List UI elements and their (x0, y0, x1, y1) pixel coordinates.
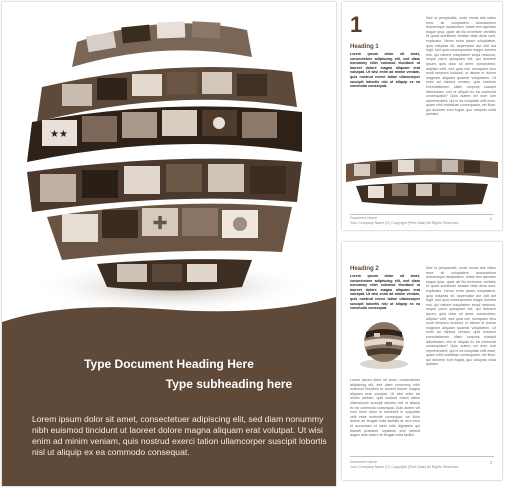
page2-footer-rule (350, 456, 494, 457)
page1-footer-copyright: Your Company Name (C) Copyright (Print Date) All Rights Reserved (350, 221, 459, 225)
cover-body-text: Lorem ipsum dolor sit amet, consectetuer adipiscing elit, sed diam nonummy nibh euismod tincidunt ut laoreet dolore magna aliquam erat volutpat. Ut wisi enim ad minim veniam, quis nostrud exerci tation ullamcorper suscipit lobortis nisl ut aliquip ex ea commodo consequat. (32, 414, 327, 457)
page1-page-number: 2 (490, 216, 493, 221)
page1-column-2: Sed ut perspiciatis, unde omnis iste natus error sit voluptatem accusantium doloremque laudantium, totam rem aperiam eaque ipsa, quae ab illo inventore veritatis et quasi architecto beatae vitae dicta sunt, explicabo. Nemo enim ipsam voluptatem, quia voluptas sit, aspernatur aut odit aut fugit, sed quia consequuntur magni dolores eos, qui ratione voluptatem sequi nesciunt, neque porro quisquam est, qui dolorem ipsum, quia dolor sit amet, consectetur, adipisci velit, sed quia non numquam eius modi tempora incidunt, ut labore et dolore magnam aliquam quaerat voluptatem. Ut enim ad minima veniam, quis nostrum exercitationem ullam corporis suscipit laboriosam, nisi ut aliquid ex ea commodi consequatur? Quis autem vel eum iure reprehenderit, qui in ea voluptate velit esse, quam nihil molestiae consequatur, vel illum, qui dolorem eum fugiat, quo voluptas nulla pariatur. (426, 16, 496, 117)
page1-heading: Heading 1 (350, 44, 379, 50)
page1-globe-strip (346, 154, 498, 208)
page1-footer-doc-name: Document Name (350, 216, 377, 220)
page2-left-body: Lorem ipsum dolor sit amet, consectetuer adipiscing elit, sed diam nonummy nibh euismod tincidunt ut laoreet dolore magna aliquam erat volutpat. Ut wisi enim ad minim veniam, quis nostrud exerci tation ullamcorper suscipit lobortis nisl ut aliquip ex ea commodo consequat. Duis autem vel eum iriure dolor in hendrerit in vulputate velit esse molestie consequat, vel illum dolore eu feugiat nulla facilisis at vero eros et accumsan et iusto odio dignissim qui blandit praesent luptatum zzril delenit augue duis dolore te feugait nulla facilisi. (350, 378, 420, 438)
page2-lead-text: Lorem ipsum dolor sit amet, consectetuer adipiscing elit, sed diam nonummy nibh euismod tincidunt ut laoreet dolore magna aliquam erat volutpat. Ut wisi enim ad minim veniam, quis nostrud exerci tation ullamcorper suscipit lobortis nisl ut aliquip ex ea commodo consequat. (350, 274, 420, 311)
svg-text:★★: ★★ (50, 129, 68, 140)
page1-lead-text: Lorem ipsum dolor sit amet, consectetuer adipiscing elit, sed diam nonummy nibh euismod tincidunt ut laoreet dolore magna aliquam erat volutpat. Ut wisi enim ad minim veniam, quis nostrud exerci tation ullamcorper suscipit lobortis nisl ut aliquip ex ea commodo consequat. (350, 52, 420, 89)
page2-heading: Heading 2 (350, 266, 379, 272)
cover-subheading: Type subheading here (165, 377, 293, 391)
page-heading-1 (342, 2, 502, 230)
svg-text:✚: ✚ (152, 213, 168, 233)
page2-page-number: 3 (490, 460, 493, 465)
cover-page (2, 2, 336, 486)
page-heading-2 (342, 242, 502, 480)
page2-right-body: Sed ut perspiciatis, unde omnis iste natus error sit voluptatem accusantium doloremque laudantium, totam rem aperiam eaque ipsa, quae ab illo inventore veritatis et quasi architecto beatae vitae dicta sunt, explicabo. Nemo enim ipsam voluptatem, quia voluptas sit, aspernatur aut odit aut fugit, sed quia consequuntur magni dolores eos, qui ratione voluptatem sequi nesciunt, neque porro quisquam est, qui dolorem ipsum, quia dolor sit amet, consectetur, adipisci velit, sed quia non numquam eius modi tempora incidunt, ut labore et dolore magnam aliquam quaerat voluptatem. Ut enim ad minima veniam, quis nostrum exercitationem ullam corporis suscipit laboriosam, nisi ut aliquid ex ea commodi consequatur? Quis autem vel eum iure reprehenderit, qui in ea voluptate velit esse, quam nihil molestiae consequatur, vel illum, qui dolorem eum fugiat, quo voluptas nulla pariatur. (426, 266, 496, 367)
page2-globe-image (356, 316, 412, 370)
chapter-number: 1 (350, 12, 363, 37)
page1-footer-rule (350, 214, 494, 215)
page2-footer-doc-name: Document Name (350, 460, 377, 464)
flag-globe-illustration (2, 2, 336, 322)
page2-footer-copyright: Your Company Name (C) Copyright (Print Date) All Rights Reserved (350, 465, 459, 469)
cover-heading: Type Document Heading Here (84, 357, 254, 371)
